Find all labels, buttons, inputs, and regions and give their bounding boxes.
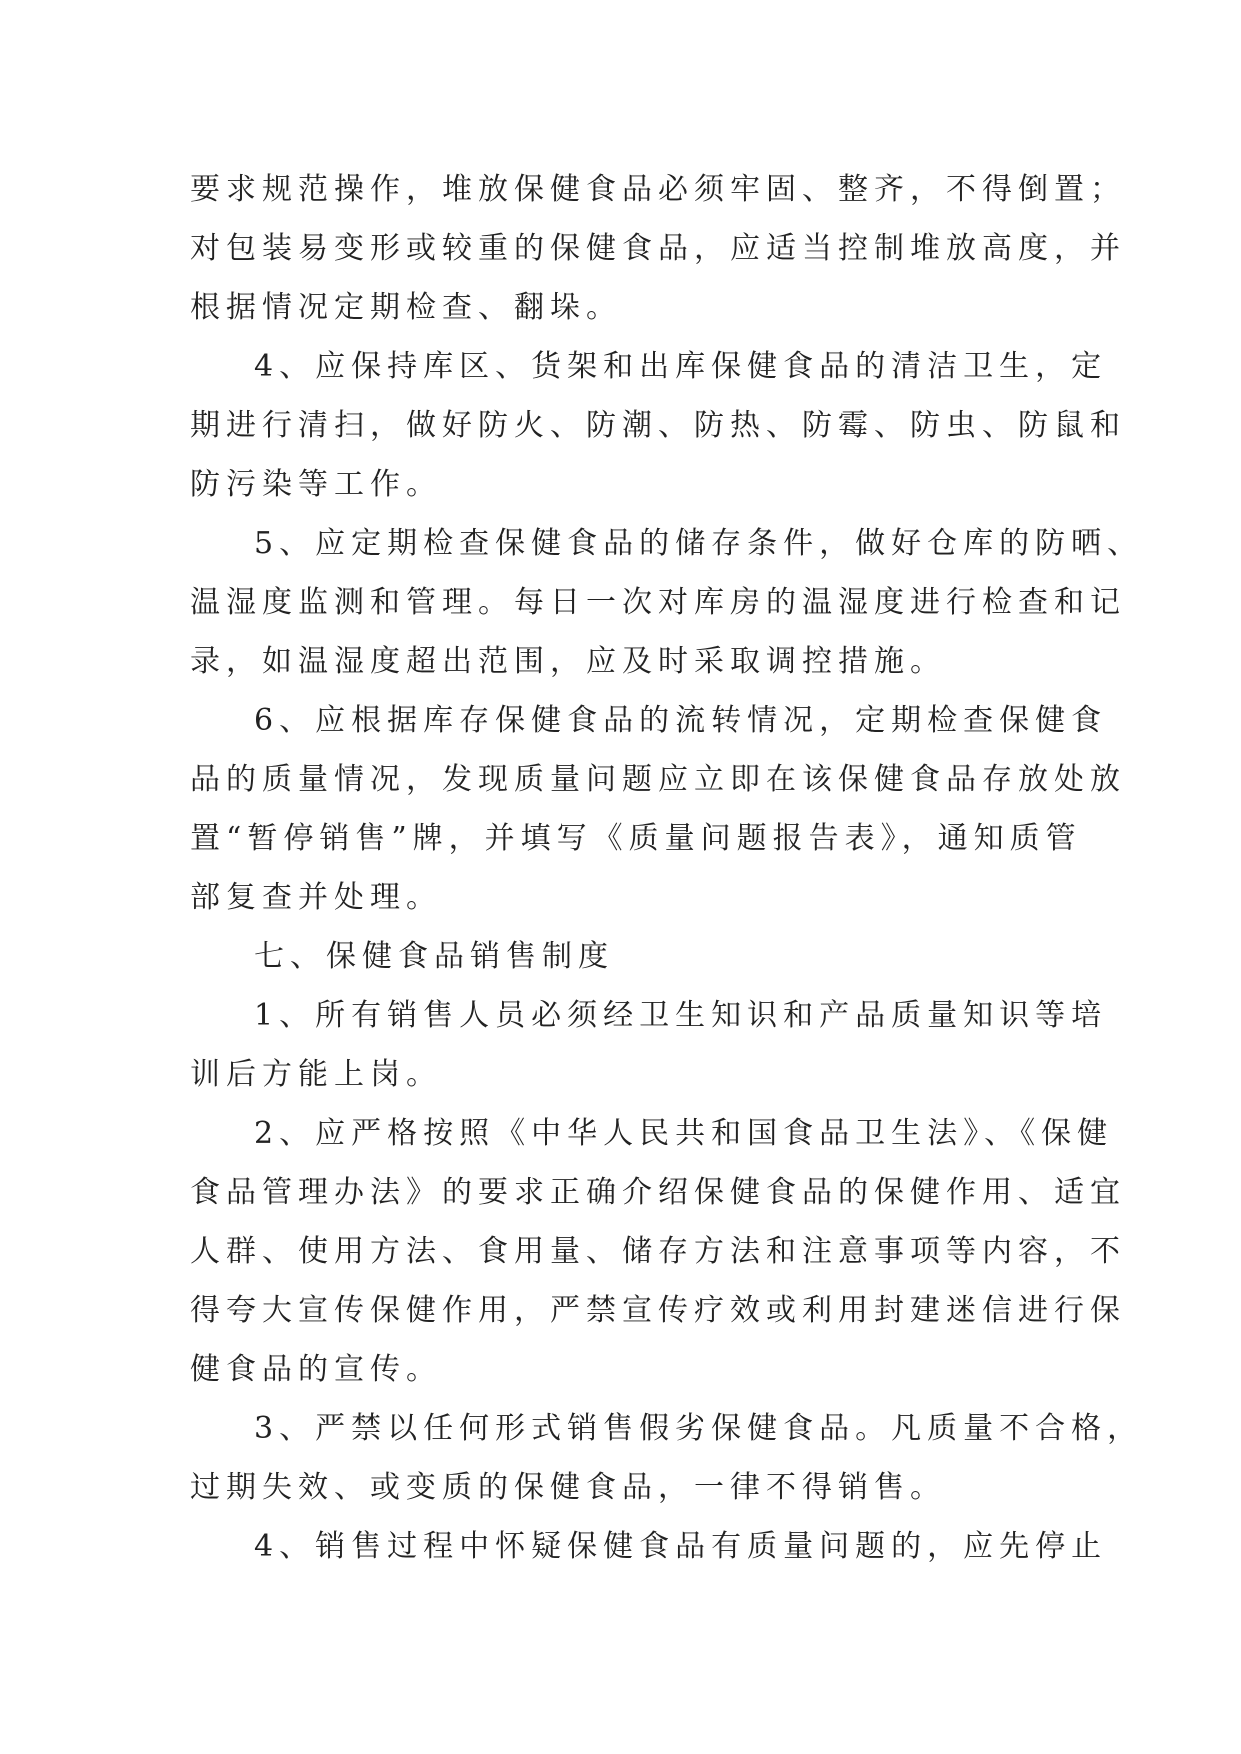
- text-line: 得夸大宣传保健作用，严禁宣传疗效或利用封建迷信进行保: [190, 1293, 1126, 1328]
- paragraph-3-start: 3、严禁以任何形式销售假劣保健食品。凡质量不合格，: [254, 1411, 1144, 1446]
- text-line: 健食品的宣传。: [190, 1352, 442, 1387]
- text-line: 人群、使用方法、食用量、储存方法和注意事项等内容，不: [190, 1234, 1126, 1269]
- paragraph-1-start: 1、所有销售人员必须经卫生知识和产品质量知识等培: [254, 998, 1108, 1033]
- text-line: 根据情况定期检查、翻垛。: [190, 290, 622, 325]
- text-line: 录，如温湿度超出范围，应及时采取调控措施。: [190, 644, 946, 679]
- text-line: 对包装易变形或较重的保健食品，应适当控制堆放高度，并: [190, 231, 1126, 266]
- text-line: 训后方能上岗。: [190, 1057, 442, 1092]
- paragraph-6-start: 6、应根据库存保健食品的流转情况，定期检查保健食: [254, 703, 1108, 738]
- text-line: 过期失效、或变质的保健食品，一律不得销售。: [190, 1470, 946, 1505]
- text-line: 部复查并处理。: [190, 880, 442, 915]
- section-heading: 七、保健食品销售制度: [254, 939, 614, 974]
- paragraph-2-start: 2、应严格按照《中华人民共和国食品卫生法》、《保健: [254, 1116, 1114, 1151]
- paragraph-5-start: 5、应定期检查保健食品的储存条件，做好仓库的防晒、: [254, 526, 1144, 561]
- document-body: [190, 160, 1144, 1576]
- text-line: 品的质量情况，发现质量问题应立即在该保健食品存放处放: [190, 762, 1126, 797]
- paragraph-4-start: 4、应保持库区、货架和出库保健食品的清洁卫生，定: [254, 349, 1108, 384]
- text-line: 要求规范操作，堆放保健食品必须牢固、整齐，不得倒置；: [190, 172, 1126, 207]
- text-line: 温湿度监测和管理。每日一次对库房的温湿度进行检查和记: [190, 585, 1126, 620]
- text-line: 防污染等工作。: [190, 467, 442, 502]
- text-line: 期进行清扫，做好防火、防潮、防热、防霉、防虫、防鼠和: [190, 408, 1126, 443]
- paragraph-4b-start: 4、销售过程中怀疑保健食品有质量问题的，应先停止: [254, 1529, 1108, 1564]
- text-line: 置“暂停销售”牌，并填写《质量问题报告表》，通知质管: [190, 821, 1082, 856]
- text-line: 食品管理办法》的要求正确介绍保健食品的保健作用、适宜: [190, 1175, 1126, 1210]
